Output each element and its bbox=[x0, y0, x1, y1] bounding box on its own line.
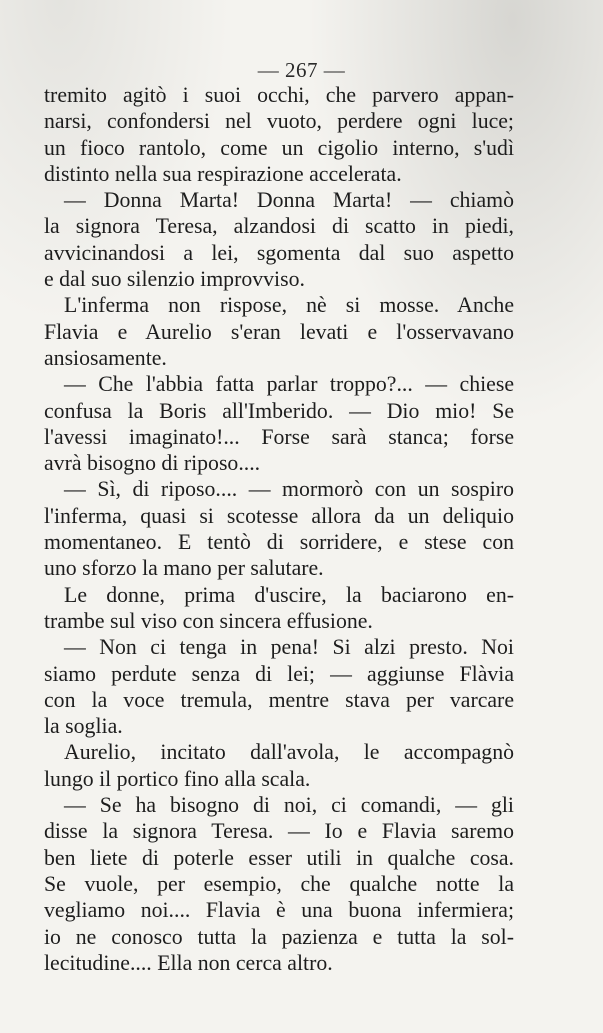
text-line: Aurelio, incitato dall'avola, le accompagnò bbox=[64, 740, 514, 765]
text-line: lungo il portico fino alla scala. bbox=[44, 766, 311, 791]
text-line: avrà bisogno di riposo.... bbox=[44, 451, 261, 476]
text-line: — Donna Marta! Donna Marta! — chiamò bbox=[64, 188, 514, 213]
text-line: un fioco rantolo, come un cigolio interno, s'udì bbox=[44, 135, 514, 160]
text-line: l'inferma, quasi si scotesse allora da un deliquio bbox=[44, 503, 514, 528]
text-line: io ne conosco tutta la pazienza e tutta la sol- bbox=[44, 924, 514, 949]
text-line: avvicinandosi a lei, sgomenta dal suo aspetto bbox=[44, 240, 514, 265]
body-text bbox=[44, 82, 514, 976]
text-line: trambe sul viso con sincera effusione. bbox=[44, 608, 373, 633]
text-line: — Se ha bisogno di noi, ci comandi, — gli bbox=[64, 793, 514, 818]
page-number: — 267 — bbox=[257, 58, 346, 82]
text-line: — Non ci tenga in pena! Si alzi presto. Noi bbox=[64, 635, 514, 660]
text-line: l'avessi imaginato!... Forse sarà stanca; forse bbox=[44, 424, 514, 449]
text-line: Se vuole, per esempio, che qualche notte la bbox=[44, 871, 514, 896]
text-line: — Che l'abbia fatta parlar troppo?... — chiese bbox=[64, 372, 514, 397]
text-line: distinto nella sua respirazione accelerata. bbox=[44, 161, 402, 186]
text-line: e dal suo silenzio improvviso. bbox=[44, 267, 305, 292]
text-line: tremito agitò i suoi occhi, che parvero appan- bbox=[44, 83, 514, 107]
text-line: la signora Teresa, alzandosi di scatto in piedi, bbox=[44, 214, 514, 239]
text-line: ben liete di poterle esser utili in qualche cosa. bbox=[44, 845, 514, 870]
text-line: Le donne, prima d'uscire, la baciarono en- bbox=[64, 582, 514, 607]
text-line: siamo perdute senza di lei; — aggiunse Flàvia bbox=[44, 661, 514, 686]
text-line: — Sì, di riposo.... — mormorò con un sospiro bbox=[64, 477, 514, 502]
text-line: con la voce tremula, mentre stava per varcare bbox=[44, 687, 514, 712]
text-line: vegliamo noi.... Flavia è una buona infermiera; bbox=[44, 898, 514, 923]
text-line: disse la signora Teresa. — Io e Flavia saremo bbox=[44, 819, 514, 844]
text-line: L'inferma non rispose, nè si mosse. Anche bbox=[64, 293, 514, 318]
text-line: lecitudine.... Ella non cerca altro. bbox=[44, 950, 333, 975]
text-line: la soglia. bbox=[44, 714, 123, 739]
text-line: uno sforzo la mano per salutare. bbox=[44, 556, 324, 581]
text-line: Flavia e Aurelio s'eran levati e l'osservavano bbox=[44, 319, 514, 344]
text-line: ansiosamente. bbox=[44, 345, 167, 370]
text-line: confusa la Boris all'Imberido. — Dio mio! Se bbox=[44, 398, 514, 423]
text-line: momentaneo. E tentò di sorridere, e stese con bbox=[44, 530, 514, 555]
text-line: narsi, confondersi nel vuoto, perdere ogni luce; bbox=[44, 109, 514, 134]
